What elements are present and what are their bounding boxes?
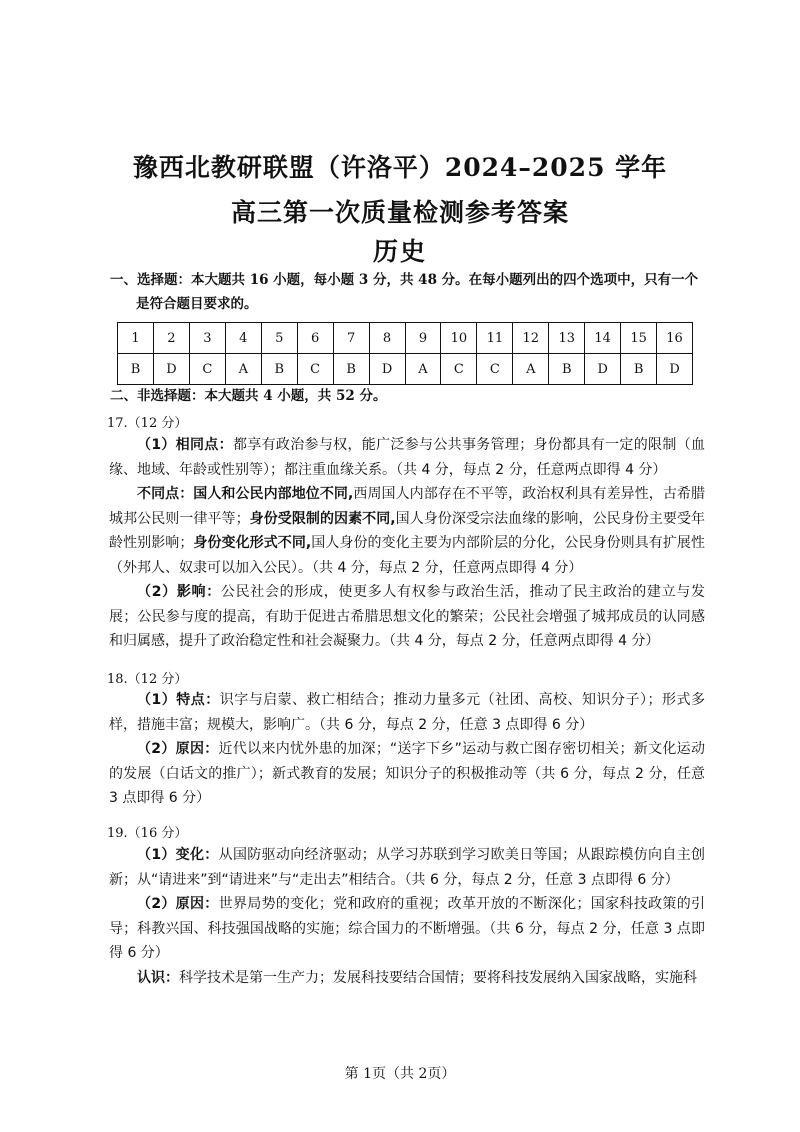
answer-letter-row <box>118 354 693 385</box>
section-1-heading <box>110 268 710 316</box>
answer-number-cell: 11 <box>477 323 513 354</box>
answer-number-cell: 5 <box>261 323 297 354</box>
answer-letter-cell: C <box>441 354 477 385</box>
answer-number-cell: 9 <box>405 323 441 354</box>
exam-title: 豫西北教研联盟（许洛平）2024–2025 学年 <box>132 153 668 182</box>
answer-number-cell: 10 <box>441 323 477 354</box>
q19-number: 19.（16 分） <box>107 826 188 841</box>
answer-letter-cell: B <box>549 354 585 385</box>
q17-part2 <box>109 580 705 654</box>
q17-diff-b: 国人身份深受宗法血缘的影响，公民身份主要受年龄性别影响； <box>109 510 706 551</box>
answer-number-cell: 14 <box>585 323 621 354</box>
q19-part3 <box>109 966 705 991</box>
q17-diff-head2: 身份受限制的因素不同, <box>249 510 396 527</box>
answer-number-cell: 16 <box>657 323 693 354</box>
answer-letter-cell: A <box>405 354 441 385</box>
q18-part2-head: （2）原因： <box>137 741 219 757</box>
q19-part1-head: （1）变化： <box>137 847 219 863</box>
answer-number-cell: 6 <box>297 323 333 354</box>
q19-part3-body: 科学技术是第一生产力；发展科技要结合国情；要将科技发展纳入国家战略，实施科 <box>179 969 697 986</box>
q18-part1-body: 识字与启蒙、救亡相结合；推动力量多元（社团、高校、知识分子）；形式多样，措施丰富；规模大，影响广。（共 6 分，每点 2 分，任意 3 点即得 6 分） <box>109 692 705 733</box>
q17-diff-c: 国人身份的变化主要为内部阶层的分化，公民身份则具有扩展性（外邦人、奴隶可以加入公民）。（共 4 分，每点 2 分，任意两点即得 4 分） <box>109 535 705 576</box>
answer-letter-cell: A <box>513 354 549 385</box>
answer-letter-cell: D <box>657 354 693 385</box>
q19-part1 <box>109 843 705 892</box>
answer-number-cell: 3 <box>189 323 225 354</box>
q17-part1-head: （1）相同点： <box>137 437 233 453</box>
answer-letter-cell: B <box>118 354 154 385</box>
section-2-heading: 二、非选择题：本大题共 4 小题，共 52 分。 <box>110 388 387 404</box>
answer-letter-cell: B <box>333 354 369 385</box>
q17-part1 <box>109 433 705 482</box>
q19-part2-head: （2）原因： <box>137 896 219 912</box>
q17-answer <box>109 433 705 654</box>
answer-number-cell: 8 <box>369 323 405 354</box>
answer-number-cell: 12 <box>513 323 549 354</box>
q17-part1-diff <box>109 482 705 580</box>
answer-number-cell: 4 <box>225 323 261 354</box>
answer-letter-cell: B <box>261 354 297 385</box>
answer-number-cell: 2 <box>153 323 189 354</box>
answer-number-cell: 7 <box>333 323 369 354</box>
answer-letter-cell: C <box>189 354 225 385</box>
answer-number-cell: 13 <box>549 323 585 354</box>
q18-part1-head: （1）特点： <box>137 692 220 708</box>
answer-table <box>117 322 693 385</box>
answer-letter-cell: C <box>477 354 513 385</box>
q19-part2-body: 世界局势的变化；党和政府的重视；改革开放的不断深化；国家科技政策的引导；科教兴国、科技强国战略的实施；综合国力的不断增强。（共 6 分，每点 2 分，任意 3 点即得 6 分） <box>109 896 706 961</box>
answer-number-cell: 1 <box>118 323 154 354</box>
section-1-label-cont: 是符合题目要求的。 <box>136 296 258 312</box>
answer-letter-cell: B <box>621 354 657 385</box>
answer-letter-cell: D <box>153 354 189 385</box>
q17-part1-body: 都享有政治参与权，能广泛参与公共事务管理；身份都具有一定的限制（血缘、地域、年龄或性别等）；都注重血缘关系。（共 4 分，每点 2 分，任意两点即得 4 分） <box>109 437 706 478</box>
answer-letter-cell: D <box>369 354 405 385</box>
answer-letter-cell: C <box>297 354 333 385</box>
q18-number: 18.（12 分） <box>107 672 188 687</box>
q18-part2 <box>109 737 705 811</box>
q17-part2-body: 公民社会的形成，使更多人有权参与政治生活，推动了民主政治的建立与发展；公民参与度的提高，有助于促进古希腊思想文化的繁荣；公民社会增强了城邦成员的认同感和归属感，提升了政治稳定性和社会凝聚力。（共 4 分，每点 2 分，任意两点即得 4 分） <box>109 584 705 649</box>
q17-diff-a: 西周国人内部存在不平等，政治权利具有差异性，古希腊城邦公民则一律平等； <box>109 486 705 527</box>
q18-part2-body: 近代以来内忧外患的加深；“送字下乡”运动与救亡图存密切相关；新文化运动的发展（白话文的推广）；新式教育的发展；知识分子的积极推动等（共 6 分，每点 2 分，任意 3 点即得 6 分） <box>109 741 705 806</box>
q17-part2-head: （2）影响： <box>137 584 221 600</box>
answer-number-cell: 15 <box>621 323 657 354</box>
q18-part1 <box>109 688 705 737</box>
answer-letter-cell: A <box>225 354 261 385</box>
q17-diff-head: 不同点：国人和公民内部地位不同, <box>137 486 354 502</box>
answer-number-row <box>118 323 693 354</box>
q19-part1-body: 从国防驱动向经济驱动；从学习苏联到学习欧美日等国；从跟踪模仿向自主创新；从“请进来”到“请进来”与“走出去”相结合。（共 6 分，每点 2 分，任意 3 点即得 6 分） <box>109 847 706 888</box>
section-1-label: 一、选择题：本大题共 16 小题，每小题 3 分，共 48 分。在每小题列出的四个选项中，只有一个 <box>110 272 699 288</box>
q18-answer <box>109 688 705 811</box>
answer-letter-cell: D <box>585 354 621 385</box>
q17-number: 17.（12 分） <box>107 416 188 431</box>
page-footer: 第 1页（共 2页） <box>344 1066 456 1082</box>
exam-subtitle: 高三第一次质量检测参考答案 <box>230 198 569 227</box>
subject-title: 历史 <box>372 237 427 266</box>
q19-part3-head: 认识： <box>137 969 179 986</box>
q19-part2 <box>109 892 705 966</box>
q19-answer <box>109 843 705 990</box>
q17-diff-head3: 身份变化形式不同, <box>193 535 312 551</box>
